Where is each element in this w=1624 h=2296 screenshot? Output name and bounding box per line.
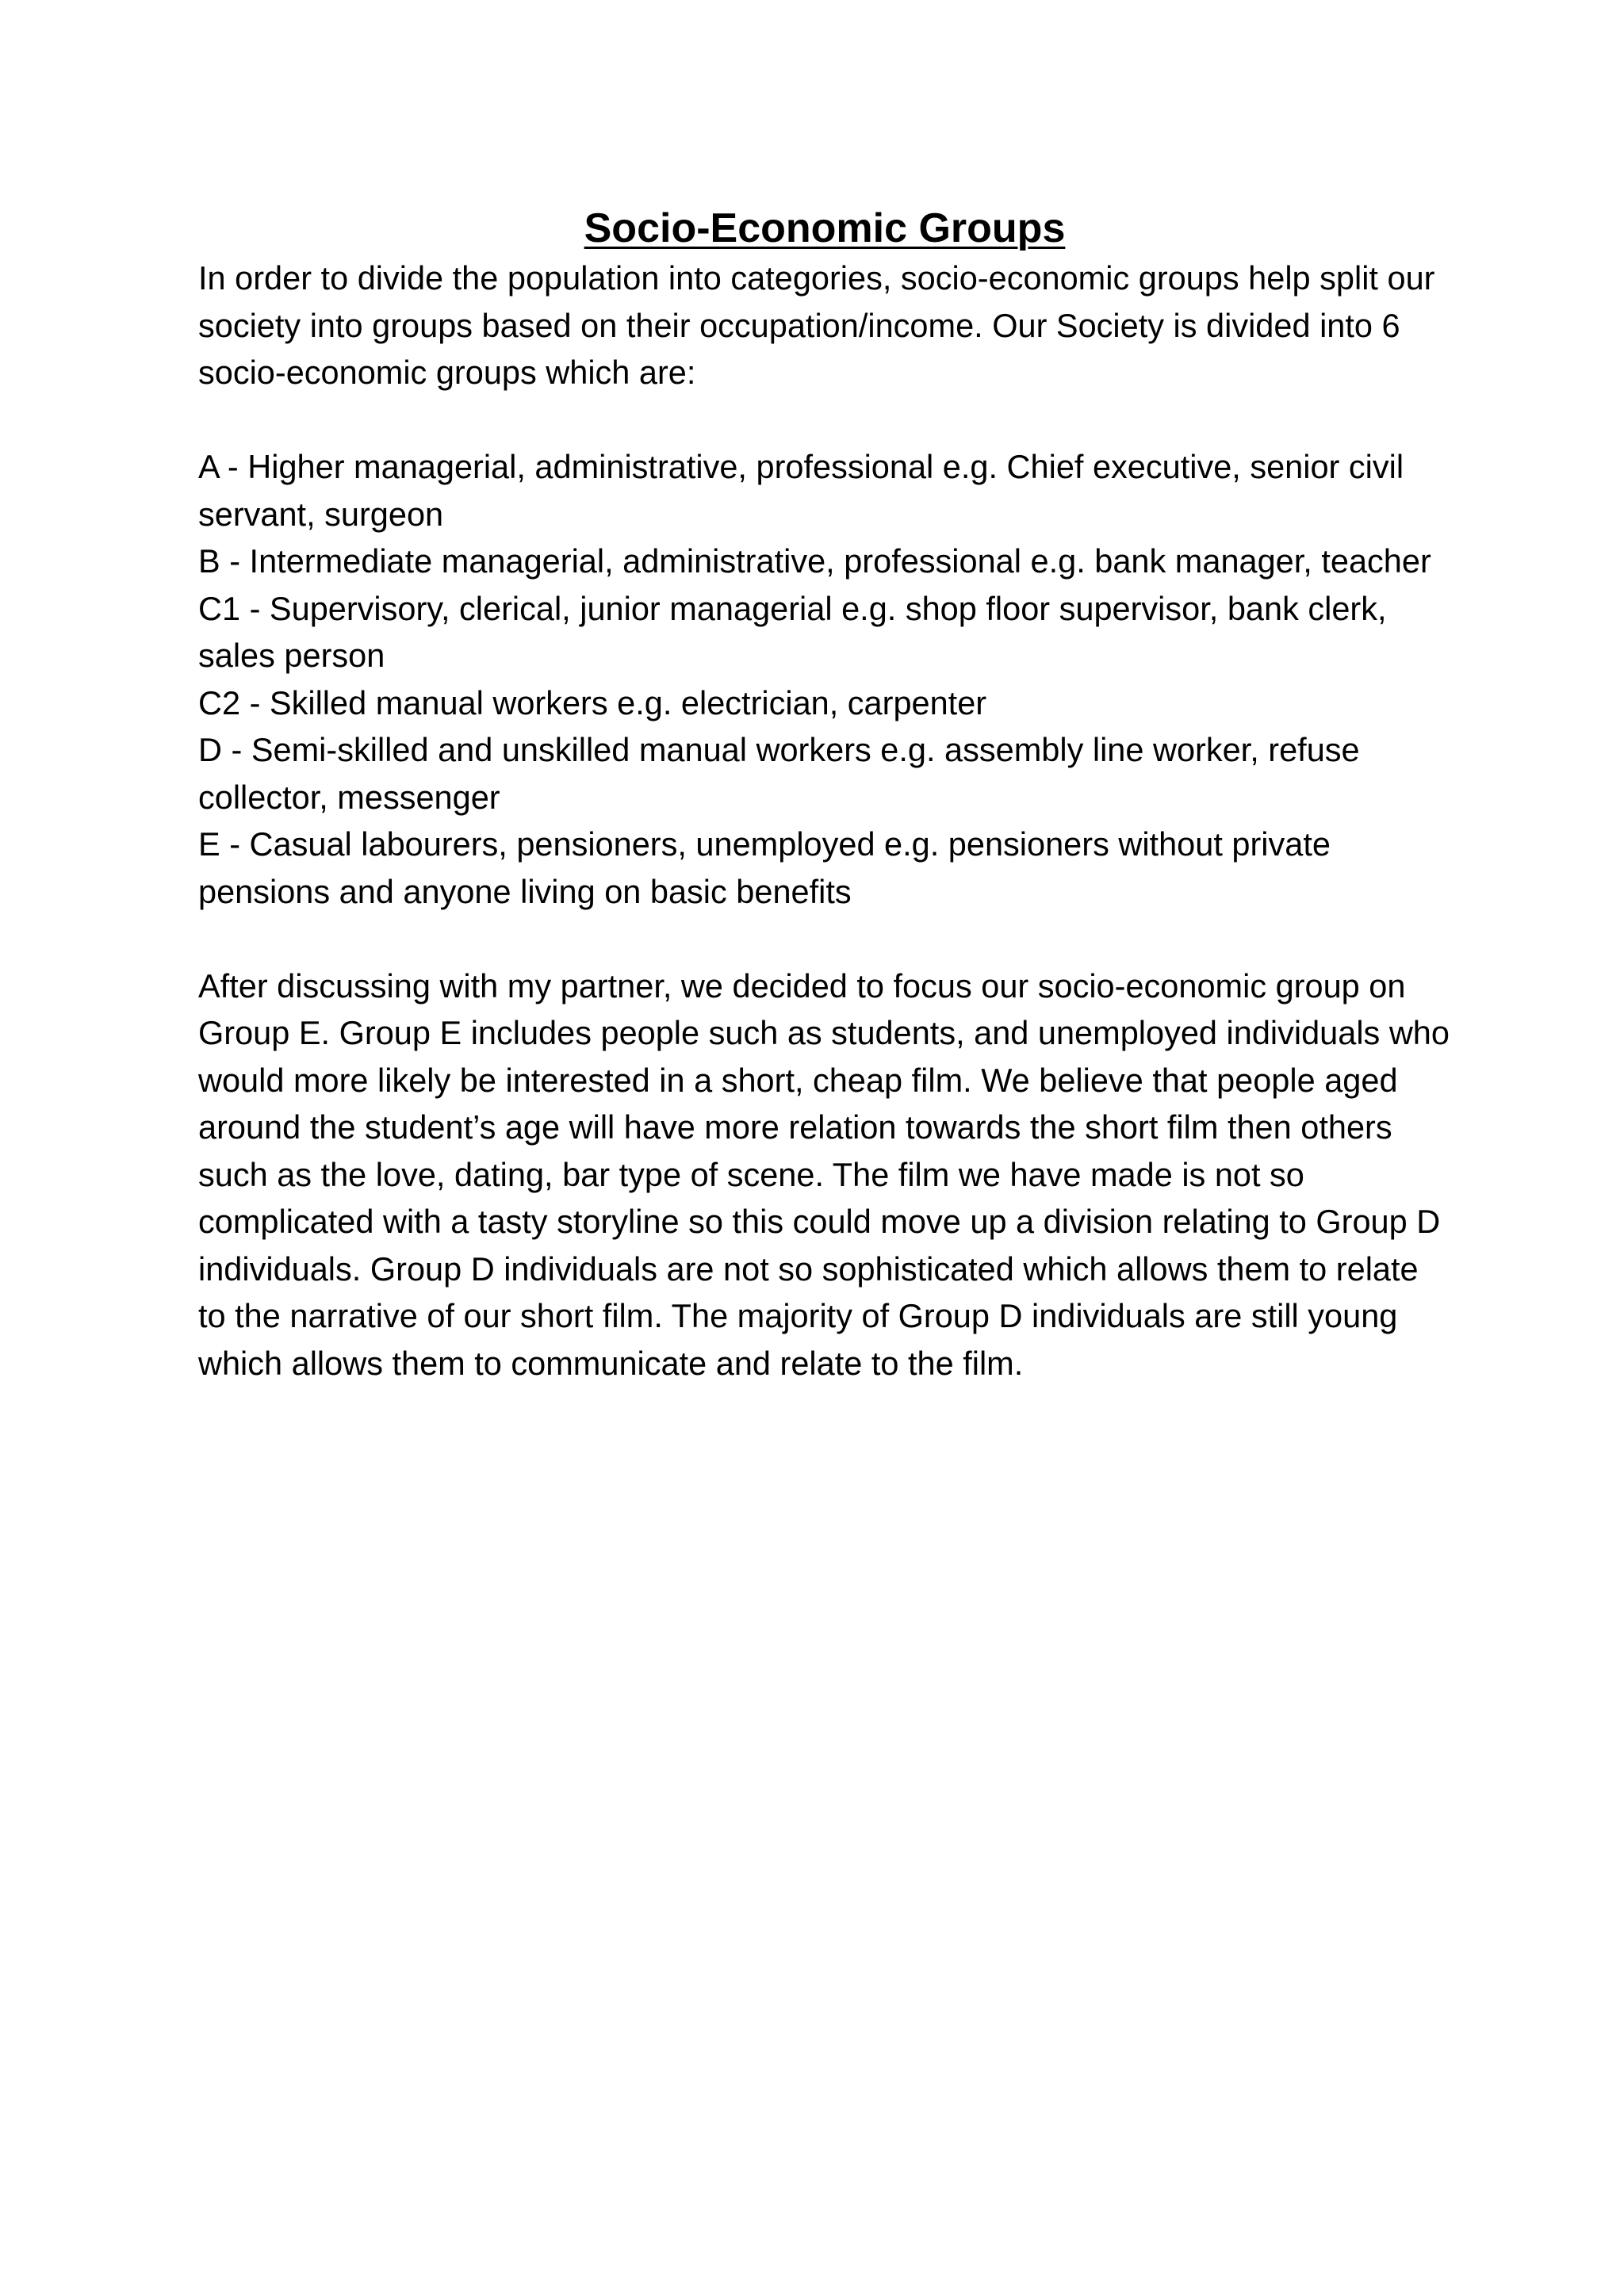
group-item-c2: C2 - Skilled manual workers e.g. electrician, carpenter — [198, 683, 987, 721]
page-title: Socio-Economic Groups — [584, 205, 1066, 251]
group-item-c1: C1 - Supervisory, clerical, junior managerial e.g. shop floor supervisor, bank clerk, sales person — [198, 589, 1387, 674]
document-body — [198, 202, 1451, 1387]
intro-paragraph: In order to divide the population into categories, socio-economic groups help split our society into groups based on their occupation/income. Our Society is divided into 6 socio-economic groups which are: — [198, 259, 1435, 391]
paragraph-spacer — [198, 396, 1451, 444]
group-item-d: D - Semi-skilled and unskilled manual workers e.g. assembly line worker, refuse collector, messenger — [198, 731, 1360, 816]
group-item-e: E - Casual labourers, pensioners, unemployed e.g. pensioners without private pensions and anyone living on basic benefits — [198, 825, 1331, 910]
group-item-a: A - Higher managerial, administrative, professional e.g. Chief executive, senior civil servant, surgeon — [198, 448, 1404, 533]
group-list — [198, 443, 1451, 915]
paragraph-spacer — [198, 915, 1451, 962]
group-item-b: B - Intermediate managerial, administrative, professional e.g. bank manager, teacher — [198, 542, 1431, 580]
conclusion-paragraph: After discussing with my partner, we decided to focus our socio-economic group on Group E. Group E includes people such as students, and unemployed individuals who would more likely be interested in a short, cheap film. We believe that people aged around the student’s age will have more relation towards the short film then others such as the love, dating, bar type of scene. The film we have made is not so complicated with a tasty storyline so this could move up a division relating to Group D individuals. Group D individuals are not so sophisticated which allows them to relate to the narrative of our short film. The majority of Group D individuals are still young which allows them to communicate and relate to the film. — [198, 966, 1450, 1382]
